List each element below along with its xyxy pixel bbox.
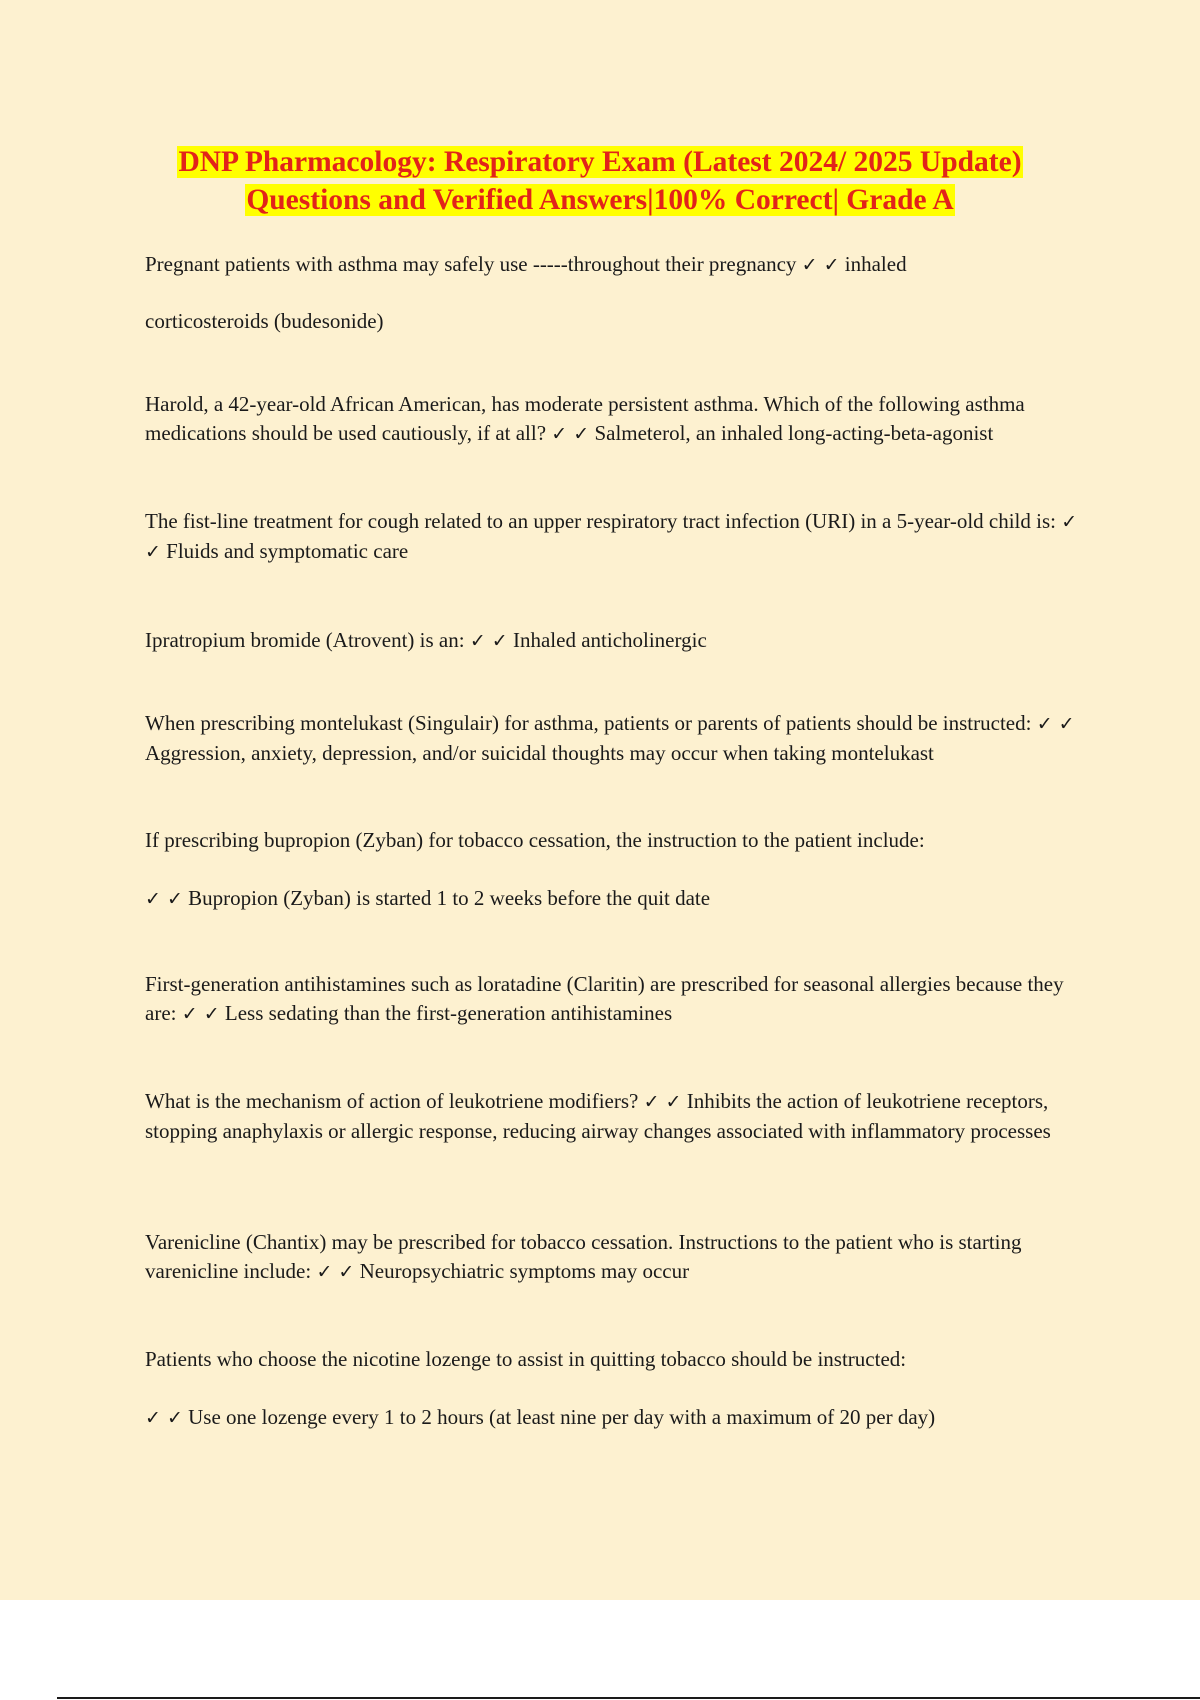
question-text: Varenicline (Chantix) may be prescribed for tobacco cessation. Instructions to the patient who is starting varenicline include: bbox=[145, 1230, 1022, 1283]
qa-item-10 bbox=[145, 1345, 1090, 1374]
checkmark-icon: ✓ ✓ bbox=[643, 1091, 682, 1113]
checkmark-icon: ✓ ✓ bbox=[469, 630, 508, 652]
answer-text: Salmeterol, an inhaled long-acting-beta-agonist bbox=[594, 421, 994, 445]
qa-item-2 bbox=[145, 390, 1090, 449]
qa-item-1 bbox=[145, 250, 1090, 280]
question-text: Patients who choose the nicotine lozenge to assist in quitting tobacco should be instructed: bbox=[145, 1347, 907, 1371]
checkmark-icon: ✓ ✓ bbox=[801, 254, 840, 276]
page-divider bbox=[57, 1697, 1200, 1699]
question-text: Ipratropium bromide (Atrovent) is an: bbox=[145, 628, 465, 652]
question-text: If prescribing bupropion (Zyban) for tobacco cessation, the instruction to the patient include: bbox=[145, 828, 925, 852]
qa-line bbox=[145, 390, 1090, 449]
qa-item-8 bbox=[145, 1087, 1090, 1146]
qa-item-7 bbox=[145, 970, 1090, 1029]
question-text: First-generation antihistamines such as loratadine (Claritin) are prescribed for seasonal allergies because they are: bbox=[145, 972, 1064, 1025]
qa-line bbox=[145, 507, 1090, 567]
qa-item-10-answer bbox=[145, 1403, 1090, 1433]
qa-line bbox=[145, 626, 1090, 656]
qa-line bbox=[145, 1087, 1090, 1146]
checkmark-icon: ✓ ✓ bbox=[181, 1003, 220, 1025]
answer-text: Bupropion (Zyban) is started 1 to 2 weeks before the quit date bbox=[188, 886, 711, 910]
checkmark-icon: ✓ ✓ bbox=[316, 1261, 355, 1283]
title-line-1: DNP Pharmacology: Respiratory Exam (Latest 2024/ 2025 Update) bbox=[178, 146, 1022, 178]
qa-line bbox=[145, 1228, 1090, 1287]
answer-text: Less sedating than the first-generation antihistamines bbox=[224, 1001, 673, 1025]
qa-line bbox=[145, 970, 1090, 1029]
qa-line bbox=[145, 250, 1090, 280]
question-text: When prescribing montelukast (Singulair) for asthma, patients or parents of patients should be instructed: bbox=[145, 711, 1032, 735]
qa-item-6 bbox=[145, 826, 1090, 855]
title-line-2: Questions and Verified Answers|100% Correct| Grade A bbox=[246, 184, 954, 216]
checkmark-icon: ✓ ✓ bbox=[1036, 713, 1075, 735]
answer-text: Fluids and symptomatic care bbox=[166, 539, 409, 563]
question-text: The fist-line treatment for cough related to an upper respiratory tract infection (URI) in a 5-year-old child is: bbox=[145, 509, 1056, 533]
qa-item-6-answer bbox=[145, 884, 1090, 914]
question-text: What is the mechanism of action of leukotriene modifiers? bbox=[145, 1089, 639, 1113]
answer-text: Inhibits the action of leukotriene receptors, stopping anaphylaxis or allergic response, reducing airway changes associated with inflammatory processes bbox=[145, 1089, 1051, 1143]
checkmark-icon: ✓ ✓ bbox=[145, 1407, 183, 1429]
checkmark-icon: ✓ ✓ bbox=[551, 423, 590, 445]
question-text: Pregnant patients with asthma may safely use -----throughout their pregnancy bbox=[145, 252, 797, 276]
answer-text: Aggression, anxiety, depression, and/or suicidal thoughts may occur when taking montelukast bbox=[145, 741, 934, 765]
qa-item-5 bbox=[145, 709, 1090, 768]
document-title bbox=[0, 143, 1200, 219]
answer-text: inhaled bbox=[844, 252, 907, 276]
qa-line bbox=[145, 709, 1090, 768]
question-text: Harold, a 42-year-old African American, has moderate persistent asthma. Which of the following asthma medications should be used cautiously, if at all? bbox=[145, 392, 1025, 445]
qa-item-4 bbox=[145, 626, 1090, 656]
qa-item-9 bbox=[145, 1228, 1090, 1287]
qa-item-1-continuation bbox=[145, 307, 1090, 336]
answer-text: Use one lozenge every 1 to 2 hours (at least nine per day with a maximum of 20 per day) bbox=[188, 1405, 936, 1429]
qa-item-3 bbox=[145, 507, 1090, 567]
answer-text: Neuropsychiatric symptoms may occur bbox=[359, 1259, 690, 1283]
answer-text: Inhaled anticholinergic bbox=[512, 628, 707, 652]
checkmark-icon: ✓ ✓ bbox=[145, 511, 1078, 563]
qa-line bbox=[145, 884, 1090, 914]
answer-continuation: corticosteroids (budesonide) bbox=[145, 309, 384, 333]
qa-line bbox=[145, 1403, 1090, 1433]
checkmark-icon: ✓ ✓ bbox=[145, 888, 183, 910]
